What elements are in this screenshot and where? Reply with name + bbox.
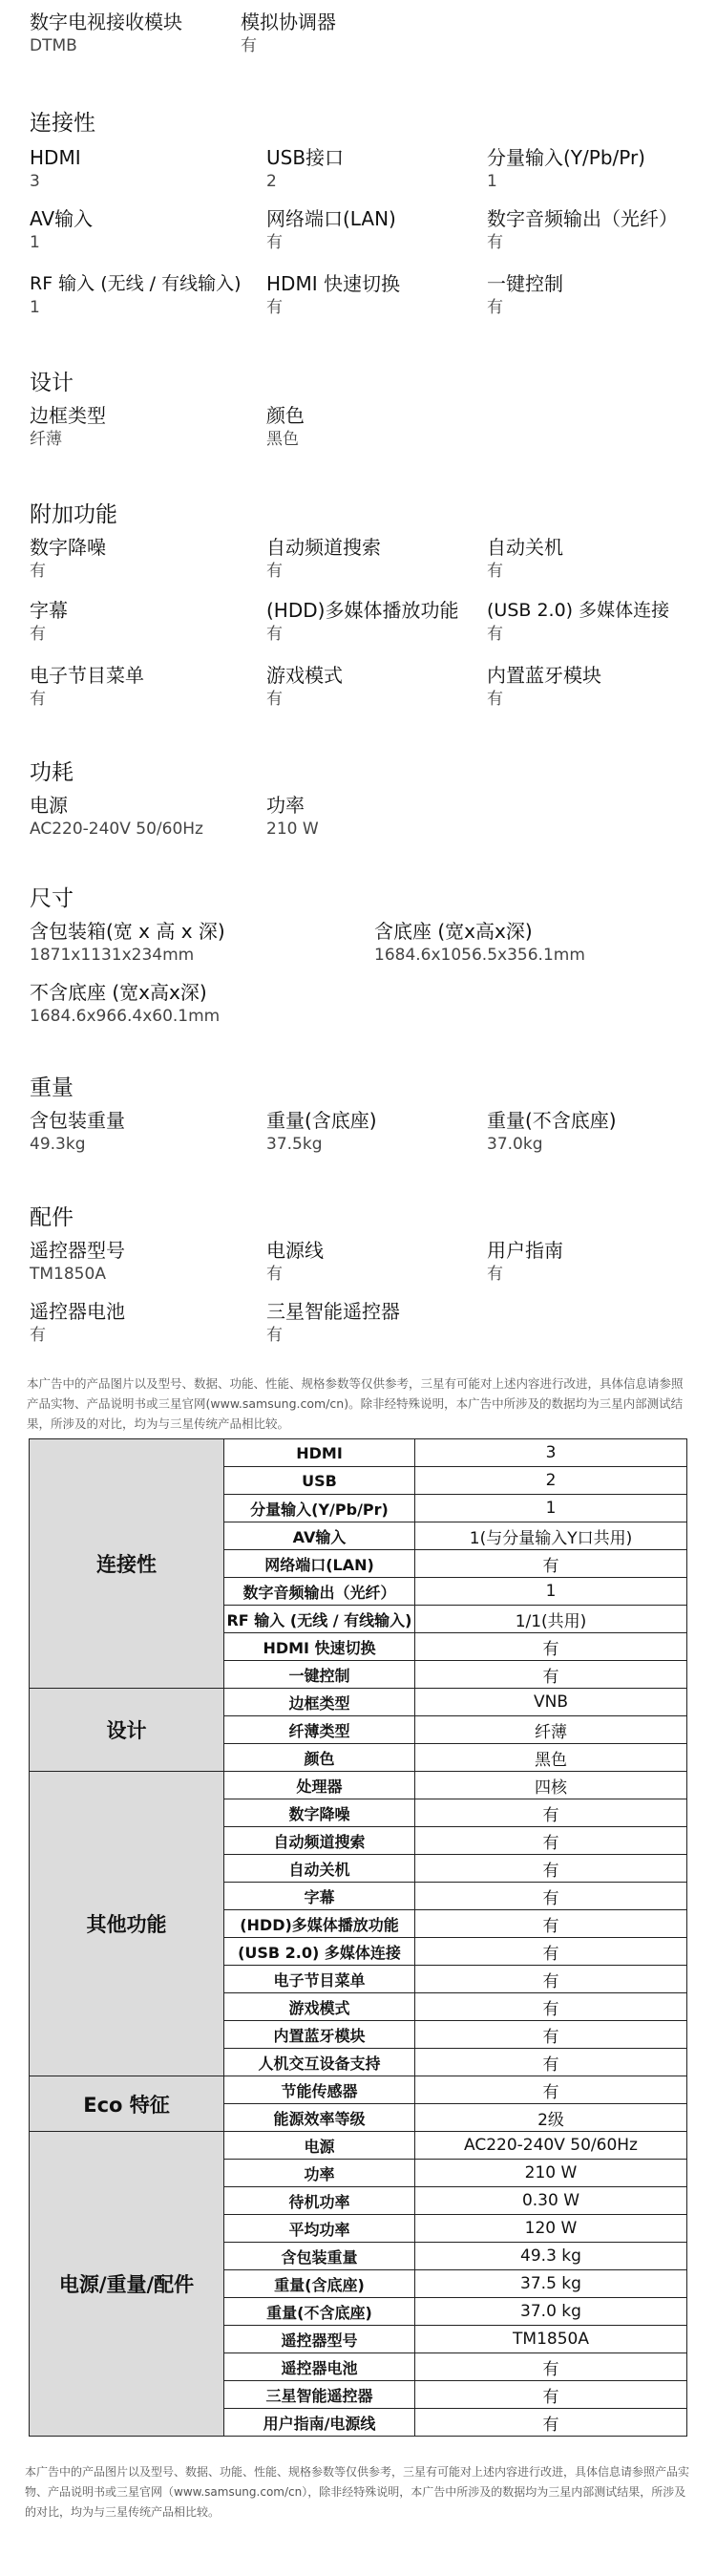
- table-value-cell: 有: [415, 2076, 687, 2104]
- spec-item: [30, 919, 225, 967]
- spec-label: 边框类型: [30, 404, 106, 427]
- spec-value: 2: [266, 172, 277, 191]
- spec-value: 有: [30, 690, 46, 709]
- spec-label: 自动关机: [487, 536, 563, 559]
- spec-item: [266, 206, 396, 254]
- spec-value: 有: [266, 1326, 283, 1345]
- table-label-cell: 数字音频输出（光纤）: [224, 1578, 415, 1606]
- table-label-cell: 颜色: [224, 1744, 415, 1772]
- spec-value: DTMB: [30, 36, 77, 55]
- spec-label: 颜色: [266, 404, 305, 427]
- spec-item: [487, 206, 678, 254]
- table-value-cell: 1: [415, 1495, 687, 1522]
- table-label-cell: 电子节目菜单: [224, 1966, 415, 1993]
- spec-item: [487, 535, 563, 583]
- spec-value: 有: [487, 625, 503, 644]
- spec-table-wrapper: [29, 1438, 686, 2437]
- table-value-cell: 37.0 kg: [415, 2298, 687, 2326]
- table-label-cell: HDMI: [224, 1439, 415, 1467]
- table-value-cell: 黑色: [415, 1744, 687, 1772]
- spec-value: 1: [30, 233, 40, 252]
- table-category-cell: 设计: [30, 1689, 224, 1772]
- table-row: [30, 2076, 687, 2104]
- spec-label: 重量(含底座): [266, 1109, 377, 1132]
- table-label-cell: 遥控器型号: [224, 2326, 415, 2353]
- table-value-cell: 有: [415, 1799, 687, 1827]
- spec-item: [30, 403, 106, 451]
- table-value-cell: 有: [415, 1993, 687, 2021]
- spec-item: [266, 145, 344, 193]
- table-row: [30, 1772, 687, 1799]
- spec-label: 重量(不含底座): [487, 1109, 617, 1132]
- table-label-cell: (HDD)多媒体播放功能: [224, 1910, 415, 1938]
- spec-label: 电子节目菜单: [30, 664, 144, 687]
- spec-label: 一键控制: [487, 272, 563, 295]
- spec-item: [487, 1108, 617, 1156]
- table-label-cell: 数字降噪: [224, 1799, 415, 1827]
- spec-item: [487, 271, 563, 319]
- table-value-cell: 37.5 kg: [415, 2270, 687, 2298]
- spec-value: 49.3kg: [30, 1135, 86, 1154]
- spec-value: 有: [266, 562, 283, 581]
- table-value-cell: VNB: [415, 1689, 687, 1716]
- table-label-cell: 处理器: [224, 1772, 415, 1799]
- spec-value: 有: [487, 1265, 503, 1284]
- table-label-cell: 字幕: [224, 1883, 415, 1910]
- spec-value: 37.0kg: [487, 1135, 543, 1154]
- table-label-cell: USB: [224, 1467, 415, 1495]
- table-label-cell: 纤薄类型: [224, 1716, 415, 1744]
- spec-label: 内置蓝牙模块: [487, 664, 601, 687]
- table-value-cell: 1(与分量输入Y口共用): [415, 1522, 687, 1550]
- spec-item: [266, 793, 319, 841]
- table-value-cell: 有: [415, 2409, 687, 2437]
- spec-label: 网络端口(LAN): [266, 207, 396, 230]
- table-label-cell: 一键控制: [224, 1661, 415, 1689]
- table-value-cell: 有: [415, 1550, 687, 1578]
- table-label-cell: 能源效率等级: [224, 2104, 415, 2132]
- spec-value: 1: [487, 172, 497, 191]
- table-label-cell: 内置蓝牙模块: [224, 2021, 415, 2049]
- spec-value: 有: [241, 36, 257, 55]
- spec-item: [266, 598, 458, 646]
- table-value-cell: 有: [415, 2021, 687, 2049]
- section-title: 尺寸: [30, 886, 74, 911]
- spec-item: [30, 145, 81, 193]
- table-label-cell: RF 输入 (无线 / 有线输入): [224, 1606, 415, 1633]
- spec-item: [30, 10, 182, 57]
- table-label-cell: 重量(不含底座): [224, 2298, 415, 2326]
- spec-label: 字幕: [30, 599, 68, 622]
- table-category-cell: 连接性: [30, 1439, 224, 1689]
- section-title: 功耗: [30, 760, 74, 785]
- spec-label: 三星智能遥控器: [266, 1300, 400, 1323]
- table-value-cell: AC220-240V 50/60Hz: [415, 2132, 687, 2160]
- spec-table: [29, 1438, 687, 2437]
- table-label-cell: 自动频道搜索: [224, 1827, 415, 1855]
- section-title: 设计: [30, 371, 74, 395]
- spec-value: 有: [266, 690, 283, 709]
- spec-value: 有: [487, 562, 503, 581]
- table-label-cell: 节能传感器: [224, 2076, 415, 2104]
- table-label-cell: 待机功率: [224, 2187, 415, 2215]
- spec-label: 电源线: [266, 1239, 324, 1262]
- table-value-cell: 2级: [415, 2104, 687, 2132]
- spec-item: [487, 145, 645, 193]
- table-label-cell: 重量(含底座): [224, 2270, 415, 2298]
- table-label-cell: 遥控器电池: [224, 2353, 415, 2381]
- table-value-cell: 120 W: [415, 2215, 687, 2243]
- table-value-cell: 有: [415, 1883, 687, 1910]
- spec-item: [487, 663, 601, 711]
- spec-value: 有: [30, 625, 46, 644]
- spec-item: [266, 1238, 324, 1286]
- table-category-cell: 其他功能: [30, 1772, 224, 2076]
- table-label-cell: 三星智能遥控器: [224, 2381, 415, 2409]
- spec-item: [30, 1108, 125, 1156]
- spec-item: [266, 1299, 400, 1347]
- spec-label: 模拟协调器: [241, 11, 336, 33]
- spec-value: 有: [266, 233, 283, 252]
- table-value-cell: 3: [415, 1439, 687, 1467]
- spec-table-body: [30, 1439, 687, 2437]
- table-value-cell: 有: [415, 1938, 687, 1966]
- table-value-cell: 1: [415, 1578, 687, 1606]
- spec-item: [487, 598, 669, 646]
- spec-value: 3: [30, 172, 40, 191]
- spec-item: [266, 403, 305, 451]
- spec-value: 有: [487, 690, 503, 709]
- table-value-cell: 有: [415, 1966, 687, 1993]
- section-title: 重量: [30, 1075, 74, 1100]
- spec-item: [266, 271, 400, 319]
- table-value-cell: 有: [415, 1910, 687, 1938]
- spec-label: HDMI: [30, 146, 81, 169]
- spec-label: 分量输入(Y/Pb/Pr): [487, 146, 645, 169]
- table-value-cell: TM1850A: [415, 2326, 687, 2353]
- spec-label: 含包装箱(宽 x 高 x 深): [30, 920, 225, 943]
- spec-value: 纤薄: [30, 430, 62, 449]
- spec-value: 有: [266, 298, 283, 317]
- spec-value: 1684.6x966.4x60.1mm: [30, 1007, 221, 1026]
- table-label-cell: 功率: [224, 2160, 415, 2187]
- table-label-cell: 自动关机: [224, 1855, 415, 1883]
- spec-label: HDMI 快速切换: [266, 272, 400, 295]
- spec-label: RF 输入 (无线 / 有线输入): [30, 273, 242, 294]
- spec-label: 电源: [30, 794, 68, 817]
- table-value-cell: 有: [415, 1827, 687, 1855]
- spec-label: 数字电视接收模块: [30, 11, 182, 33]
- bottom-disclaimer-note: 本广告中的产品图片以及型号、数据、功能、性能、规格参数等仅供参考，三星有可能对上述内容进行改进，具体信息请参照产品实物、产品说明书或三星官网（www.samsung.com/cn），除非经特殊说明，本广告中所涉及的数据均为三星内部测试结果，所涉及的对比，均为与三星传统产品相比较。: [25, 2465, 690, 2519]
- table-label-cell: 分量输入(Y/Pb/Pr): [224, 1495, 415, 1522]
- table-row: [30, 2132, 687, 2160]
- spec-value: 有: [266, 1265, 283, 1284]
- spec-item: [30, 206, 93, 254]
- table-value-cell: 49.3 kg: [415, 2243, 687, 2270]
- spec-value: 1684.6x1056.5x356.1mm: [374, 946, 585, 965]
- spec-value: 37.5kg: [266, 1135, 323, 1154]
- table-label-cell: 用户指南/电源线: [224, 2409, 415, 2437]
- spec-item: [241, 10, 336, 57]
- spec-item: [374, 919, 585, 967]
- table-value-cell: 有: [415, 1855, 687, 1883]
- table-category-cell: Eco 特征: [30, 2076, 224, 2132]
- table-label-cell: HDMI 快速切换: [224, 1633, 415, 1661]
- spec-item: [30, 598, 68, 646]
- disclaimer-note: 本广告中的产品图片以及型号、数据、功能、性能、规格参数等仅供参考，三星有可能对上述内容进行改进，具体信息请参照产品实物、产品说明书或三星官网(www.samsung.com/cn)。除非经特殊说明，本广告中所涉及的数据均为三星内部测试结果，所涉及的对比，均为与三星传统产品相比较。: [27, 1376, 684, 1431]
- spec-item: [30, 1238, 125, 1286]
- table-value-cell: 有: [415, 2381, 687, 2409]
- spec-item: [487, 1238, 563, 1286]
- spec-value: TM1850A: [30, 1265, 106, 1284]
- spec-item: [30, 980, 220, 1028]
- spec-item: [30, 663, 144, 711]
- spec-value: 有: [266, 625, 283, 644]
- spec-item: [30, 271, 242, 319]
- spec-item: [30, 793, 203, 841]
- spec-label: 功率: [266, 794, 305, 817]
- table-value-cell: 0.30 W: [415, 2187, 687, 2215]
- table-row: [30, 1689, 687, 1716]
- table-label-cell: 网络端口(LAN): [224, 1550, 415, 1578]
- table-label-cell: AV输入: [224, 1522, 415, 1550]
- spec-label: 用户指南: [487, 1239, 563, 1262]
- table-value-cell: 有: [415, 2049, 687, 2076]
- table-category-cell: 电源/重量/配件: [30, 2132, 224, 2437]
- spec-label: 不含底座 (宽x高x深): [30, 981, 207, 1004]
- spec-label: 数字降噪: [30, 536, 106, 559]
- spec-value: 210 W: [266, 820, 319, 839]
- spec-item: [266, 663, 343, 711]
- table-value-cell: 四核: [415, 1772, 687, 1799]
- spec-item: [266, 535, 381, 583]
- table-label-cell: 平均功率: [224, 2215, 415, 2243]
- table-label-cell: 人机交互设备支持: [224, 2049, 415, 2076]
- spec-label: (USB 2.0) 多媒体连接: [487, 600, 670, 621]
- spec-item: [30, 1299, 125, 1347]
- table-row: [30, 1439, 687, 1467]
- spec-value: 有: [30, 1326, 46, 1345]
- spec-label: 遥控器型号: [30, 1239, 125, 1262]
- table-label-cell: 边框类型: [224, 1689, 415, 1716]
- table-label-cell: 游戏模式: [224, 1993, 415, 2021]
- spec-label: 含包装重量: [30, 1109, 125, 1132]
- spec-value: 有: [487, 298, 503, 317]
- section-title: 连接性: [30, 111, 95, 136]
- table-value-cell: 1/1(共用): [415, 1606, 687, 1633]
- spec-label: (HDD)多媒体播放功能: [266, 599, 459, 622]
- spec-value: 有: [487, 233, 503, 252]
- section-title: 配件: [30, 1205, 74, 1230]
- spec-value: 有: [30, 562, 46, 581]
- table-label-cell: 含包装重量: [224, 2243, 415, 2270]
- table-value-cell: 有: [415, 2353, 687, 2381]
- spec-label: AV输入: [30, 207, 94, 230]
- spec-value: 1: [30, 298, 40, 317]
- table-value-cell: 纤薄: [415, 1716, 687, 1744]
- table-value-cell: 210 W: [415, 2160, 687, 2187]
- section-title: 附加功能: [30, 502, 117, 527]
- spec-label: 自动频道搜索: [266, 536, 381, 559]
- spec-label: 遥控器电池: [30, 1300, 125, 1323]
- spec-item: [30, 535, 106, 583]
- spec-value: 1871x1131x234mm: [30, 946, 195, 965]
- spec-label: 数字音频输出（光纤）: [487, 207, 678, 230]
- spec-value: AC220-240V 50/60Hz: [30, 820, 203, 839]
- table-label-cell: 电源: [224, 2132, 415, 2160]
- spec-label: 含底座 (宽x高x深): [374, 920, 533, 943]
- table-label-cell: (USB 2.0) 多媒体连接: [224, 1938, 415, 1966]
- spec-label: 游戏模式: [266, 664, 343, 687]
- spec-item: [266, 1108, 377, 1156]
- table-value-cell: 2: [415, 1467, 687, 1495]
- table-value-cell: 有: [415, 1661, 687, 1689]
- spec-label: USB接口: [266, 146, 345, 169]
- table-value-cell: 有: [415, 1633, 687, 1661]
- spec-value: 黑色: [266, 430, 299, 449]
